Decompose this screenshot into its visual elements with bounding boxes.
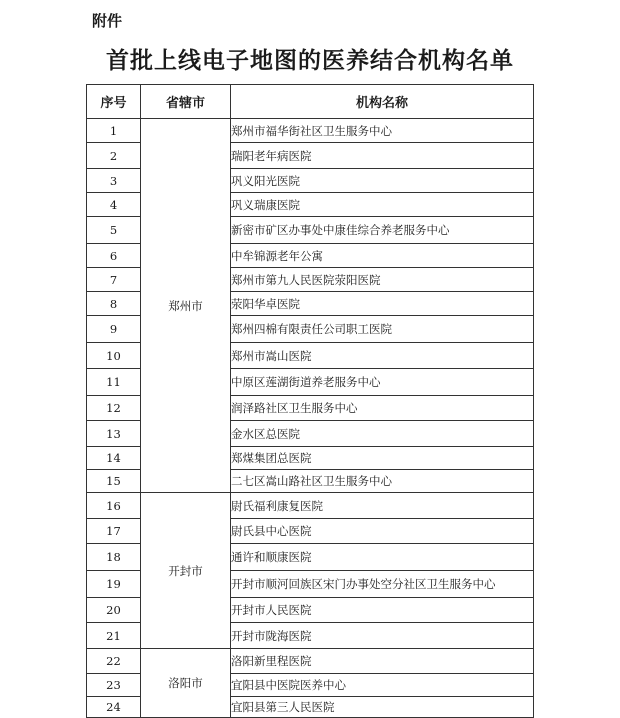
table-row [87, 649, 534, 674]
table-row [87, 119, 534, 143]
row-institution-name: 郑州四棉有限责任公司职工医院 [231, 316, 534, 343]
row-serial-number: 5 [87, 217, 141, 244]
row-serial-number: 2 [87, 143, 141, 169]
row-institution-name: 开封市人民医院 [231, 598, 534, 623]
row-institution-name: 瑞阳老年病医院 [231, 143, 534, 169]
institution-table [86, 84, 534, 718]
row-serial-number: 22 [87, 649, 141, 674]
row-institution-name: 通许和顺康医院 [231, 544, 534, 571]
row-institution-name: 中牟锦源老年公寓 [231, 244, 534, 268]
row-serial-number: 1 [87, 119, 141, 143]
row-institution-name: 宜阳县中医院医养中心 [231, 674, 534, 697]
row-institution-name: 润泽路社区卫生服务中心 [231, 396, 534, 421]
row-serial-number: 19 [87, 571, 141, 598]
attachment-label: 附件 [92, 12, 123, 30]
row-city: 洛阳市 [141, 649, 231, 718]
row-institution-name: 金水区总医院 [231, 421, 534, 447]
row-serial-number: 6 [87, 244, 141, 268]
row-serial-number: 10 [87, 343, 141, 369]
row-institution-name: 二七区嵩山路社区卫生服务中心 [231, 470, 534, 493]
row-serial-number: 4 [87, 193, 141, 217]
row-city: 郑州市 [141, 119, 231, 493]
row-serial-number: 7 [87, 268, 141, 292]
row-serial-number: 16 [87, 493, 141, 519]
row-institution-name: 荥阳华卓医院 [231, 292, 534, 316]
header-city: 省辖市 [141, 85, 231, 119]
row-institution-name: 开封市顺河回族区宋门办事处空分社区卫生服务中心 [231, 571, 534, 598]
row-serial-number: 21 [87, 623, 141, 649]
row-serial-number: 18 [87, 544, 141, 571]
row-serial-number: 23 [87, 674, 141, 697]
table-body [87, 119, 534, 718]
row-serial-number: 14 [87, 447, 141, 470]
row-institution-name: 巩义瑞康医院 [231, 193, 534, 217]
row-serial-number: 24 [87, 697, 141, 718]
row-institution-name: 郑煤集团总医院 [231, 447, 534, 470]
row-serial-number: 9 [87, 316, 141, 343]
table-row [87, 493, 534, 519]
row-institution-name: 尉氏福利康复医院 [231, 493, 534, 519]
row-serial-number: 8 [87, 292, 141, 316]
row-institution-name: 郑州市第九人民医院荥阳医院 [231, 268, 534, 292]
table-header-row [87, 85, 534, 119]
row-institution-name: 开封市陇海医院 [231, 623, 534, 649]
header-institution-name: 机构名称 [231, 85, 534, 119]
row-institution-name: 郑州市嵩山医院 [231, 343, 534, 369]
row-institution-name: 新密市矿区办事处中康佳综合养老服务中心 [231, 217, 534, 244]
row-serial-number: 11 [87, 369, 141, 396]
row-serial-number: 12 [87, 396, 141, 421]
row-institution-name: 郑州市福华街社区卫生服务中心 [231, 119, 534, 143]
row-institution-name: 中原区莲湖街道养老服务中心 [231, 369, 534, 396]
row-city: 开封市 [141, 493, 231, 649]
header-serial-number: 序号 [87, 85, 141, 119]
row-serial-number: 15 [87, 470, 141, 493]
row-institution-name: 尉氏县中心医院 [231, 519, 534, 544]
row-serial-number: 17 [87, 519, 141, 544]
row-serial-number: 3 [87, 169, 141, 193]
row-serial-number: 20 [87, 598, 141, 623]
row-institution-name: 洛阳新里程医院 [231, 649, 534, 674]
document-title: 首批上线电子地图的医养结合机构名单 [106, 47, 514, 74]
row-institution-name: 巩义阳光医院 [231, 169, 534, 193]
row-institution-name: 宜阳县第三人民医院 [231, 697, 534, 718]
row-serial-number: 13 [87, 421, 141, 447]
